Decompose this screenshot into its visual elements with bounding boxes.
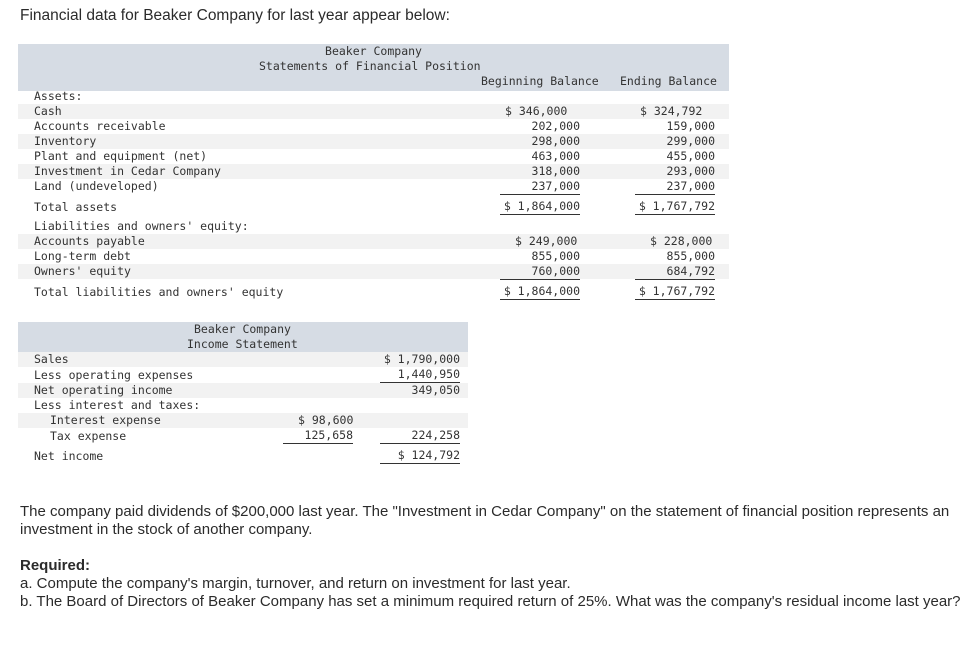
row-begin: 760,000 bbox=[500, 264, 580, 280]
sales-value: $ 1,790,000 bbox=[383, 352, 460, 366]
interest-value: $ 98,600 bbox=[298, 413, 354, 427]
required-title: Required: bbox=[20, 557, 91, 574]
net-income-label: Net income bbox=[34, 449, 104, 463]
income-company-name: Beaker Company bbox=[194, 322, 291, 336]
row-label: Accounts receivable bbox=[34, 119, 166, 133]
row-label: Cash bbox=[34, 104, 62, 118]
row-label: Owners' equity bbox=[34, 264, 131, 278]
row-end: 684,792 bbox=[635, 264, 715, 280]
noi-value: 349,050 bbox=[411, 383, 460, 397]
liabilities-heading: Liabilities and owners' equity: bbox=[34, 219, 249, 233]
intro-text: Financial data for Beaker Company for last year appear below: bbox=[20, 7, 450, 24]
total-liab-end: $ 1,767,792 bbox=[635, 284, 715, 300]
row-end: 455,000 bbox=[666, 149, 715, 163]
total-liab-label: Total liabilities and owners' equity bbox=[34, 285, 284, 299]
interest-tax-total: 224,258 bbox=[380, 428, 460, 444]
row-end: 299,000 bbox=[666, 134, 715, 148]
required-b: b. The Board of Directors of Beaker Company has set a minimum required return of 25%. What was the company's residual income last year? bbox=[20, 593, 961, 610]
row-label: Long-term debt bbox=[34, 249, 131, 263]
row-end: $ 324,792 bbox=[640, 104, 703, 118]
row-begin: 463,000 bbox=[531, 149, 580, 163]
row-begin: $ 249,000 bbox=[515, 234, 578, 248]
required-a: a. Compute the company's margin, turnover, and return on investment for last year. bbox=[20, 575, 571, 592]
opex-value: 1,440,950 bbox=[380, 367, 460, 383]
row-label: Accounts payable bbox=[34, 234, 145, 248]
row-begin: 855,000 bbox=[531, 249, 580, 263]
row-begin: 318,000 bbox=[531, 164, 580, 178]
row-begin: $ 346,000 bbox=[505, 104, 568, 118]
tax-value: 125,658 bbox=[283, 428, 353, 444]
dividends-paragraph: The company paid dividends of $200,000 last year. The "Investment in Cedar Company" on the statement of financial position represents an investment in the stock of another company. bbox=[20, 503, 950, 538]
row-label: Plant and equipment (net) bbox=[34, 149, 208, 163]
row-begin: 237,000 bbox=[500, 179, 580, 195]
balance-company-name: Beaker Company bbox=[325, 44, 422, 58]
row-label: Inventory bbox=[34, 134, 97, 148]
income-title: Income Statement bbox=[187, 337, 298, 351]
noi-label: Net operating income bbox=[34, 383, 173, 397]
row-end: 293,000 bbox=[666, 164, 715, 178]
less-interest-taxes-label: Less interest and taxes: bbox=[34, 398, 201, 412]
total-assets-begin: $ 1,864,000 bbox=[500, 199, 580, 215]
row-end: $ 228,000 bbox=[650, 234, 713, 248]
col-header-beginning: Beginning Balance bbox=[481, 74, 599, 88]
row-end: 159,000 bbox=[666, 119, 715, 133]
row-end: 855,000 bbox=[666, 249, 715, 263]
row-label: Investment in Cedar Company bbox=[34, 164, 221, 178]
stripe bbox=[18, 104, 729, 119]
tax-label: Tax expense bbox=[50, 429, 127, 443]
net-income-value: $ 124,792 bbox=[380, 448, 460, 464]
required-section bbox=[20, 557, 965, 611]
row-begin: 298,000 bbox=[531, 134, 580, 148]
total-assets-end: $ 1,767,792 bbox=[635, 199, 715, 215]
interest-label: Interest expense bbox=[50, 413, 161, 427]
col-header-ending: Ending Balance bbox=[620, 74, 717, 88]
sales-label: Sales bbox=[34, 352, 69, 366]
total-liab-begin: $ 1,864,000 bbox=[500, 284, 580, 300]
stripe bbox=[18, 134, 729, 149]
row-label: Land (undeveloped) bbox=[34, 179, 159, 193]
row-begin: 202,000 bbox=[531, 119, 580, 133]
total-assets-label: Total assets bbox=[34, 200, 118, 214]
opex-label: Less operating expenses bbox=[34, 368, 194, 382]
balance-title: Statements of Financial Position bbox=[259, 59, 481, 73]
assets-heading: Assets: bbox=[34, 89, 83, 103]
row-end: 237,000 bbox=[635, 179, 715, 195]
